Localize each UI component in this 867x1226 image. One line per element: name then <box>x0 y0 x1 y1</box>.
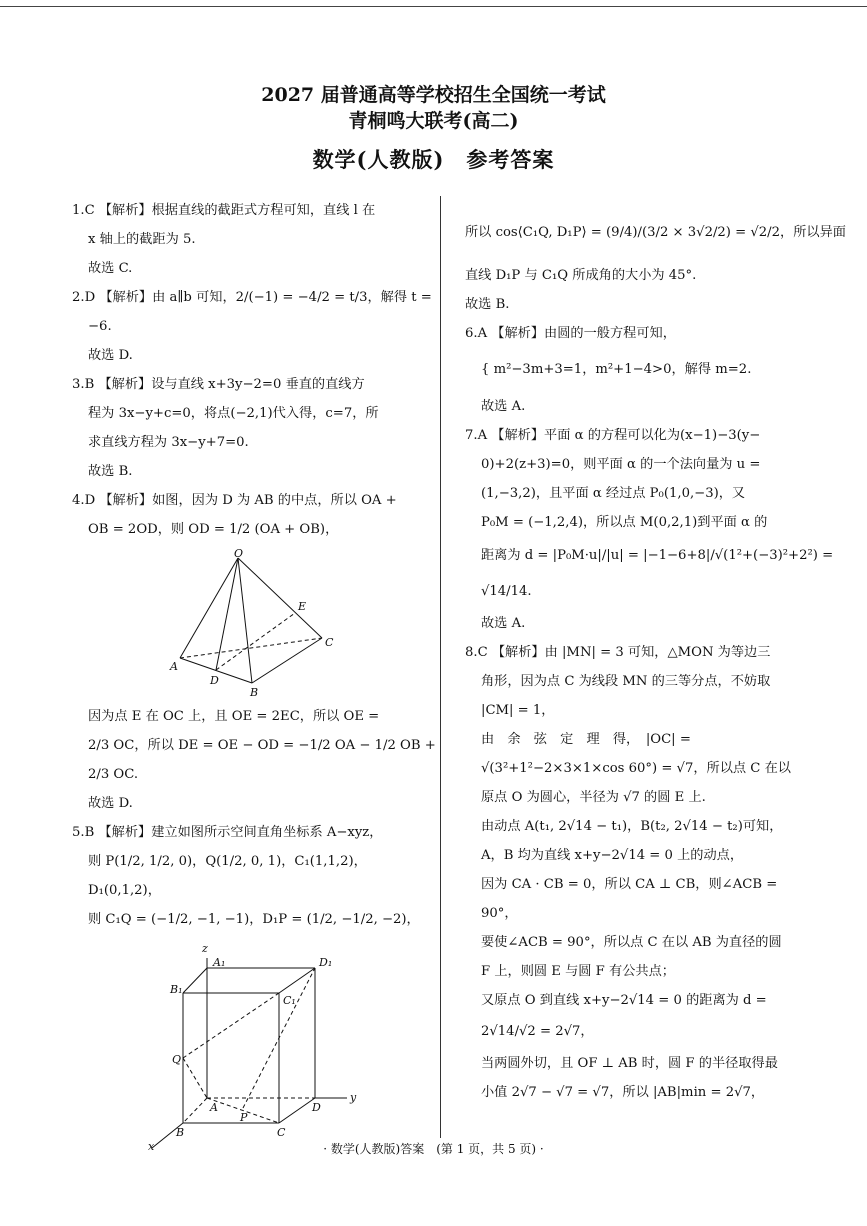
answer-line: √(3²+1²−2×3×1×cos 60°) = √7，所以点 C 在以 <box>481 761 791 776</box>
answer-line: −6. <box>88 319 112 334</box>
answer-line: 原点 O 为圆心，半径为 √7 的圆 E 上. <box>481 790 706 805</box>
label-A1: A₁ <box>213 956 226 969</box>
answer-key-title: 数学(人教版) 参考答案 <box>312 147 555 172</box>
answer-5 <box>72 818 422 1153</box>
answer-4-cont <box>72 702 436 818</box>
cuboid-figure <box>72 938 422 1153</box>
answer-line: 因为点 E 在 OC 上，且 OE = 2EC，所以 OE = <box>88 709 380 724</box>
pyramid-figure <box>72 548 422 698</box>
answer-6 <box>465 319 800 421</box>
label-y: y <box>350 1091 357 1104</box>
label-B1: B₁ <box>170 983 183 996</box>
answer-1 <box>72 196 422 283</box>
answer-line: 角形，因为点 C 为线段 MN 的三等分点，不妨取 <box>481 674 771 689</box>
label-Q: Q <box>172 1053 182 1066</box>
answer-line: 因为 CA · CB = 0，所以 CA ⊥ CB，则∠ACB = <box>481 877 778 892</box>
answer-line: 90°， <box>481 906 518 921</box>
label-D: D <box>210 674 219 687</box>
answer-line: OB = 2OD，则 OD = 1/2 (OA + OB)， <box>88 522 339 537</box>
label-B: B <box>250 686 259 699</box>
label-A: A <box>210 1101 218 1114</box>
label-C: C <box>277 1126 286 1139</box>
label-x: x <box>148 1140 155 1153</box>
label-D1: D₁ <box>319 956 333 969</box>
answer-line: (1,−3,2)，且平面 α 经过点 P₀(1,0,−3)，又 <box>481 486 746 501</box>
answer-line: 1.C 【解析】根据直线的截距式方程可知，直线 l 在 <box>72 203 376 218</box>
exam-title: 2027 届普通高等学校招生全国统一考试 <box>261 84 606 106</box>
exam-subtitle: 青桐鸣大联考(高二) <box>348 110 519 132</box>
answer-line: 2/3 OC，所以 DE = OE − OD = −1/2 OA − 1/2 OB + <box>88 738 436 753</box>
right-column <box>465 196 846 1107</box>
answer-line: 故选 D. <box>88 348 133 363</box>
answer-line: 故选 A. <box>481 399 526 414</box>
label-A: A <box>170 660 178 673</box>
answer-line: 6.A 【解析】由圆的一般方程可知， <box>465 326 676 341</box>
answer-line: 0)+2(z+3)=0，则平面 α 的一个法向量为 u = <box>481 457 761 472</box>
answer-line: 故选 C. <box>88 261 133 276</box>
label-P: P <box>240 1111 248 1124</box>
answer-line: √14/14. <box>481 584 532 599</box>
answer-line: F 上，则圆 E 与圆 F 有公共点； <box>481 964 675 979</box>
answer-line: A，B 均为直线 x+y−2√14 = 0 上的动点， <box>481 848 744 863</box>
answer-2 <box>72 283 432 370</box>
answer-4 <box>72 486 422 698</box>
answer-line: 则 C₁Q = (−1/2, −1, −1)，D₁P = (1/2, −1/2, −2)， <box>88 912 420 927</box>
answer-line: 2.D 【解析】由 a∥b 可知，2/(−1) = −4/2 = t/3，解得 t = <box>72 290 432 305</box>
label-z: z <box>202 942 208 955</box>
label-E: E <box>298 600 307 613</box>
answer-line: 故选 A. <box>481 616 526 631</box>
label-C: C <box>325 636 334 649</box>
answer-line: 故选 B. <box>465 297 510 312</box>
answer-line: x 轴上的截距为 5. <box>88 232 196 247</box>
answer-line: 5.B 【解析】建立如图所示空间直角坐标系 A−xyz， <box>72 825 383 840</box>
answer-3 <box>72 370 422 486</box>
label-D: D <box>312 1101 321 1114</box>
answer-line: 故选 B. <box>88 464 133 479</box>
answer-line: 又原点 O 到直线 x+y−2√14 = 0 的距离为 d = <box>481 993 767 1008</box>
label-O: O <box>234 547 244 560</box>
label-B: B <box>176 1126 185 1139</box>
answer-line: 距离为 d = |P₀M·u|/|u| = |−1−6+8|/√(1²+(−3)²+2²) = <box>481 548 834 563</box>
answer-line: D₁(0,1,2)， <box>88 883 161 898</box>
answer-line: 所以 cos⟨C₁Q, D₁P⟩ = (9/4)/(3/2 × 3√2/2) = √2/2，所以异面 <box>465 225 846 240</box>
answer-line: 故选 D. <box>88 796 133 811</box>
answer-line: 则 P(1/2, 1/2, 0)，Q(1/2, 0, 1)，C₁(1,1,2)， <box>88 854 367 869</box>
answer-line: |CM| = 1， <box>481 703 555 718</box>
answer-line: 由动点 A(t₁, 2√14 − t₁)，B(t₂, 2√14 − t₂)可知， <box>481 819 783 834</box>
answer-line: { m²−3m+3=1，m²+1−4>0，解得 m=2. <box>481 362 752 377</box>
answer-line: 8.C 【解析】由 |MN| = 3 可知，△MON 为等边三 <box>465 645 771 660</box>
answer-line: 要使∠ACB = 90°，所以点 C 在以 AB 为直径的圆 <box>481 935 782 950</box>
label-C1: C₁ <box>283 994 296 1007</box>
answer-line: 直线 D₁P 与 C₁Q 所成角的大小为 45°. <box>465 268 697 283</box>
answer-line: 当两圆外切，且 OF ⊥ AB 时，圆 F 的半径取得最 <box>481 1056 778 1071</box>
answer-line: 2/3 OC. <box>88 767 139 782</box>
page-footer: · 数学(人教版)答案 (第 1 页，共 5 页) · <box>323 1142 544 1156</box>
answer-line: 小值 2√7 − √7 = √7，所以 |AB|min = 2√7， <box>481 1085 765 1100</box>
answer-line: 2√14/√2 = 2√7， <box>481 1024 594 1039</box>
answer-5-cont <box>465 218 846 319</box>
answer-7 <box>465 421 834 638</box>
answer-line: 程为 3x−y+c=0，将点(−2,1)代入得，c=7，所 <box>88 406 379 421</box>
answer-line: 7.A 【解析】平面 α 的方程可以化为(x−1)−3(y− <box>465 428 761 443</box>
answer-line: 由 余 弦 定 理 得， |OC| = <box>481 732 691 747</box>
column-divider <box>440 196 441 1138</box>
answer-line: 3.B 【解析】设与直线 x+3y−2=0 垂直的直线方 <box>72 377 365 392</box>
answer-8 <box>465 638 800 1107</box>
top-rule <box>0 6 867 7</box>
answer-line: 求直线方程为 3x−y+7=0. <box>88 435 249 450</box>
answer-line: 4.D 【解析】如图，因为 D 为 AB 的中点，所以 OA + <box>72 493 397 508</box>
answer-line: P₀M = (−1,2,4)，所以点 M(0,2,1)到平面 α 的 <box>481 515 768 530</box>
